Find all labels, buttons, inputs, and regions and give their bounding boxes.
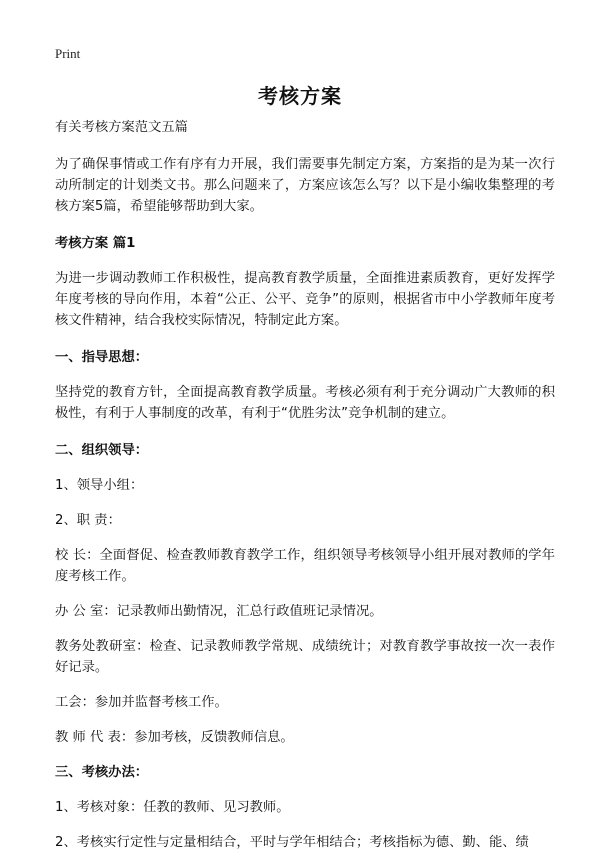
heading-method: 三、考核办法： [55, 765, 149, 780]
section-paragraph: 为进一步调动教师工作积极性，提高教育教学质量，全面推进素质教育，更好发挥学年度考核的导向作用，本着“公正、公平、竞争”的原则，根据省市中小学教师年度考核文件精神，结合我校实际情况，特制定此方案。 [55, 271, 555, 328]
duty-teacher-rep: 教 师 代 表：参加考核，反馈教师信息。 [55, 730, 294, 745]
method-item-1: 1、考核对象：任教的教师、见习教师。 [55, 800, 290, 815]
duty-union: 工会：参加并监督考核工作。 [55, 695, 228, 710]
page-title: 考核方案 [258, 84, 342, 108]
heading-guiding: 一、指导思想： [55, 350, 149, 365]
subtitle: 有关考核方案范文五篇 [55, 120, 188, 135]
section-heading: 考核方案 篇1 [55, 236, 136, 251]
org-item-2: 2、职 责： [55, 513, 121, 528]
guiding-paragraph: 坚持党的教育方针，全面提高教育教学质量。考核必须有利于充分调动广大教师的积极性，有利于人事制度的改革，有利于“优胜劣汰”竞争机制的建立。 [55, 385, 555, 421]
intro-paragraph: 为了确保事情或工作有序有力开展，我们需要事先制定方案，方案指的是为某一次行动所制定的计划类文书。那么问题来了，方案应该怎么写？以下是小编收集整理的考核方案5篇，希望能够帮助到大家。 [55, 157, 555, 214]
duty-academic: 教务处教研室：检查、记录教师教学常规、成绩统计；对教育教学事故按一次一表作好记录。 [55, 639, 555, 675]
duty-principal: 校 长：全面督促、检查教师教育教学工作，组织领导考核领导小组开展对教师的学年度考核工作。 [55, 548, 555, 584]
document-body [55, 117, 555, 867]
org-item-1: 1、领导小组： [55, 478, 144, 493]
heading-organization: 二、组织领导： [55, 443, 149, 458]
print-label: Print [55, 46, 81, 61]
duty-office: 办 公 室：记录教师出勤情况，汇总行政值班记录情况。 [55, 604, 383, 619]
method-item-2: 2、考核实行定性与定量相结合，平时与学年相结合；考核指标为德、勤、能、绩 [55, 835, 529, 850]
